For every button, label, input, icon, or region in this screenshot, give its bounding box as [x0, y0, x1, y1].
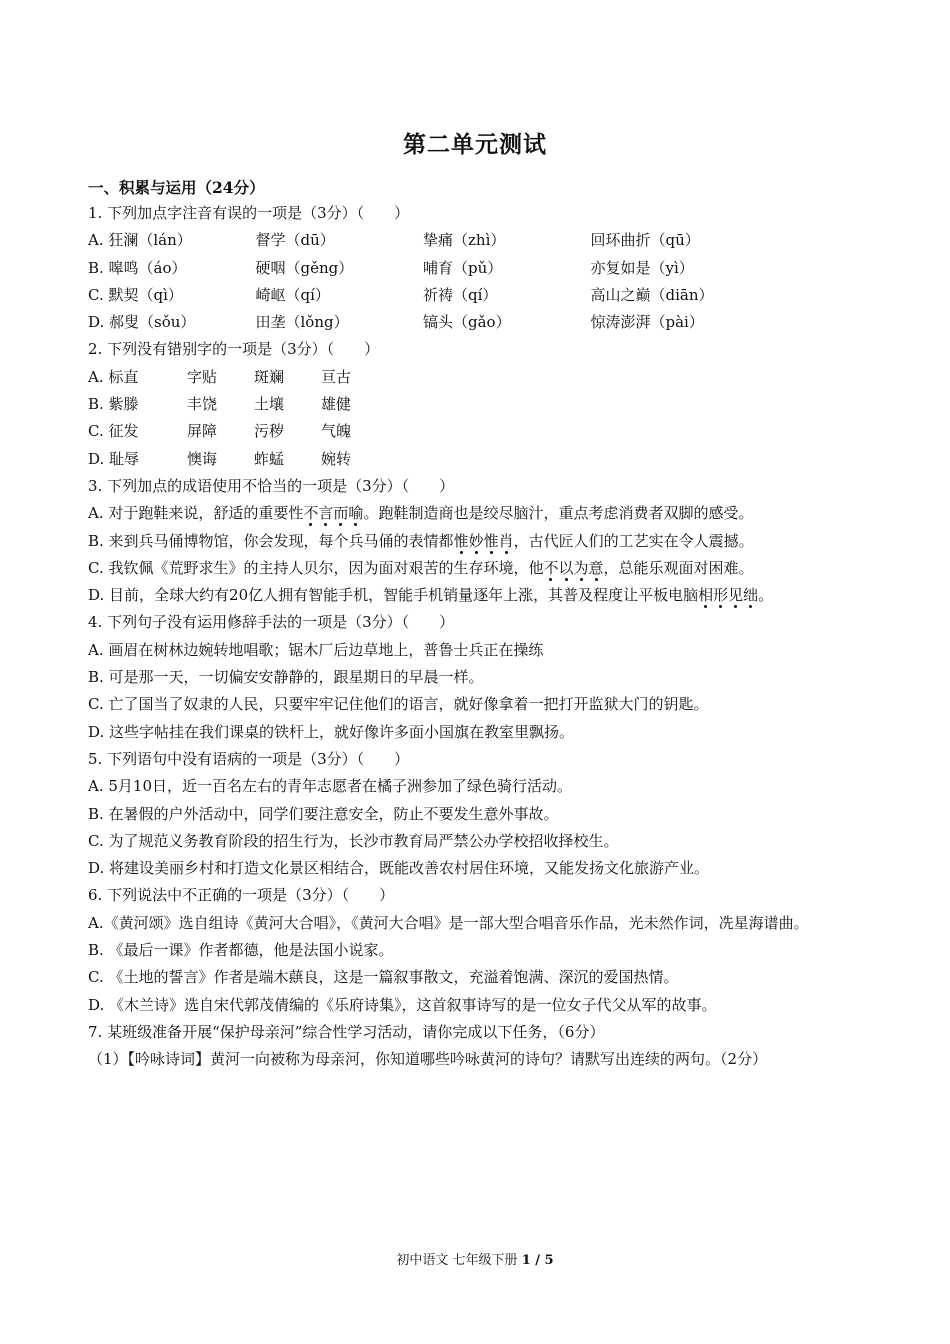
page-title: 第二单元测试	[403, 131, 547, 158]
dotted-idiom	[698, 586, 758, 604]
question-3-stem: 3. 下列加点的成语使用不恰当的一项是（3分）（ ）	[88, 476, 455, 495]
word-cell: 懊诲	[187, 449, 218, 468]
emphasis-char: 妙	[468, 531, 484, 550]
option-cell: D. 郝叟（sǒu）	[88, 313, 196, 332]
option-text: C. 我钦佩《荒野求生》的主持人贝尔，因为面对艰苦的生存环境，他	[88, 558, 544, 577]
option-cell: 督学（dū）	[255, 231, 335, 250]
question-4-stem: 4. 下列句子没有运用修辞手法的一项是（3分）（ ）	[88, 613, 455, 632]
option-cell: 田垄（lǒng）	[255, 313, 349, 332]
question-list	[88, 200, 868, 1074]
word-cell: 土壤	[254, 395, 285, 414]
question-6-option-d: D. 《木兰诗》选自宋代郭茂倩编的《乐府诗集》，这首叙事诗写的是一位女子代父从军的故事。	[88, 995, 717, 1014]
word-cell: 气魄	[321, 422, 352, 441]
emphasis-char: 形	[713, 586, 729, 605]
option-cell: 硬咽（gěng）	[255, 258, 354, 277]
emphasis-char: 而	[333, 504, 349, 523]
question-5-option-d: D. 将建设美丽乡村和打造文化景区相结合，既能改善农村居住环境，又能发扬文化旅游产业。	[88, 859, 710, 878]
question-3-option-a	[88, 500, 868, 527]
emphasis-char: 不	[543, 558, 559, 577]
question-6-option-c: C. 《土地的誓言》作者是端木蕻良，这是一篇叙事散文，充溢着饱满、深沉的爱国热情。	[88, 968, 679, 987]
question-7-stem: 7. 某班级准备开展“保护母亲河”综合性学习活动，请你完成以下任务，（6分）	[88, 1022, 605, 1041]
section-heading: 一、积累与运用（24分）	[88, 178, 265, 197]
option-cell: A. 狂澜（lán）	[88, 231, 192, 250]
word-cell: 亘古	[321, 367, 352, 386]
question-4-option-a: A. 画眉在树林边婉转地唱歌；锯木厂后边草地上，普鲁士兵正在操练	[88, 640, 544, 659]
word-cell: C. 征发	[88, 422, 139, 441]
question-3-option-d	[88, 582, 868, 609]
emphasis-char: 意	[588, 558, 604, 577]
footer-text: 初中语文 七年级下册	[396, 1253, 522, 1268]
question-5-stem: 5. 下列语句中没有语病的一项是（3分）（ ）	[88, 749, 410, 768]
page-footer	[0, 1249, 950, 1268]
question-2-stem: 2. 下列没有错别字的一项是（3分）（ ）	[88, 340, 380, 359]
question-4-option-b: B. 可是那一天，一切偏安安静静的，跟星期日的早晨一样。	[88, 668, 484, 687]
emphasis-char: 以	[558, 558, 574, 577]
question-7-sub-1: （1）【吟咏诗词】黄河一向被称为母亲河，你知道哪些吟咏黄河的诗句？请默写出连续的两句。（2分）	[88, 1050, 768, 1069]
question-6-option-a: A.《黄河颂》选自组诗《黄河大合唱》，《黄河大合唱》是一部大型合唱音乐作品，光未然作词，冼星海谱曲。	[88, 913, 809, 932]
option-cell: 挚痛（zhì）	[423, 231, 506, 250]
option-cell: 回环曲折（qū）	[590, 231, 700, 250]
option-text: 。	[758, 586, 774, 605]
question-1-row-b	[88, 255, 868, 282]
word-cell: 字贴	[187, 367, 218, 386]
option-text: ，古代匠人们的工艺实在令人震撼。	[513, 531, 754, 550]
word-cell: 婉转	[321, 449, 352, 468]
question-3-option-b	[88, 528, 868, 555]
question-4-option-d: D. 这些字帖挂在我们课桌的铁杆上，就好像许多面小国旗在教室里飘扬。	[88, 722, 575, 741]
word-cell: 屏障	[187, 422, 218, 441]
emphasis-char: 为	[573, 558, 589, 577]
question-5-option-c: C. 为了规范义务教育阶段的招生行为，长沙市教育局严禁公办学校招收择校生。	[88, 831, 619, 850]
emphasis-char: 相	[698, 586, 714, 605]
emphasis-char: 见	[728, 586, 744, 605]
word-cell: D. 耻辱	[88, 449, 140, 468]
question-3-option-c	[88, 555, 868, 582]
question-5-option-a: A. 5月10日，近一百名左右的青年志愿者在橘子洲参加了绿色骑行活动。	[88, 777, 573, 796]
option-text: ，总能乐观面对困难。	[603, 558, 754, 577]
emphasis-char: 言	[318, 504, 334, 523]
question-6-option-b: B. 《最后一课》作者都德，他是法国小说家。	[88, 941, 394, 960]
option-cell: C. 默契（qì）	[88, 285, 183, 304]
word-cell: 污秽	[254, 422, 285, 441]
word-cell: 雄健	[321, 395, 352, 414]
word-cell: 蚱蜢	[254, 449, 285, 468]
dotted-idiom	[543, 559, 603, 577]
emphasis-char: 肖	[498, 531, 514, 550]
emphasis-char: 惟	[483, 531, 499, 550]
question-2-row-a	[88, 364, 868, 391]
dotted-idiom	[454, 532, 514, 550]
word-cell: 斑斓	[254, 367, 285, 386]
option-cell: 镐头（gǎo）	[423, 313, 511, 332]
question-5-option-b: B. 在暑假的户外活动中，同学们要注意安全，防止不要发生意外事故。	[88, 804, 559, 823]
question-2-row-d	[88, 446, 868, 473]
question-6-stem: 6. 下列说法中不正确的一项是（3分）（ ）	[88, 886, 395, 905]
word-cell: B. 紫滕	[88, 395, 139, 414]
question-1-stem: 1. 下列加点字注音有误的一项是（3分）（ ）	[88, 204, 410, 222]
dotted-idiom	[303, 504, 363, 522]
word-cell: 丰饶	[187, 395, 218, 414]
option-cell: 崎岖（qí）	[255, 285, 330, 304]
option-text: 。跑鞋制造商也是绞尽脑汁，重点考虑消费者双脚的感受。	[363, 504, 754, 523]
emphasis-char: 惟	[453, 531, 469, 550]
option-cell: 高山之巅（diān）	[590, 285, 714, 304]
option-text: D. 目前，全球大约有20亿人拥有智能手机，智能手机销量逐年上涨，其普及程度让平板电脑	[88, 586, 699, 605]
option-text: A. 对于跑鞋来说，舒适的重要性	[88, 504, 304, 523]
option-cell: 祈祷（qí）	[423, 285, 498, 304]
word-cell: A. 标直	[88, 367, 139, 386]
question-1-row-c	[88, 282, 868, 309]
emphasis-char: 喻	[348, 504, 364, 523]
page-number: 1 / 5	[521, 1253, 554, 1268]
option-text: B. 来到兵马俑博物馆，你会发现，每个兵马俑的表情都	[88, 531, 454, 550]
question-1-row-d	[88, 309, 868, 336]
emphasis-char: 绌	[743, 586, 759, 605]
emphasis-char: 不	[303, 504, 319, 523]
option-cell: 亦复如是（yì）	[590, 258, 694, 277]
question-1-row-a	[88, 227, 868, 254]
question-4-option-c: C. 亡了国当了奴隶的人民，只要牢牢记住他们的语言，就好像拿着一把打开监狱大门的钥匙。	[88, 695, 709, 714]
option-cell: B. 嗥鸣（áo）	[88, 258, 187, 277]
question-2-row-b	[88, 391, 868, 418]
question-2-row-c	[88, 418, 868, 445]
option-cell: 哺育（pǔ）	[423, 258, 503, 277]
option-cell: 惊涛澎湃（pài）	[590, 313, 704, 332]
